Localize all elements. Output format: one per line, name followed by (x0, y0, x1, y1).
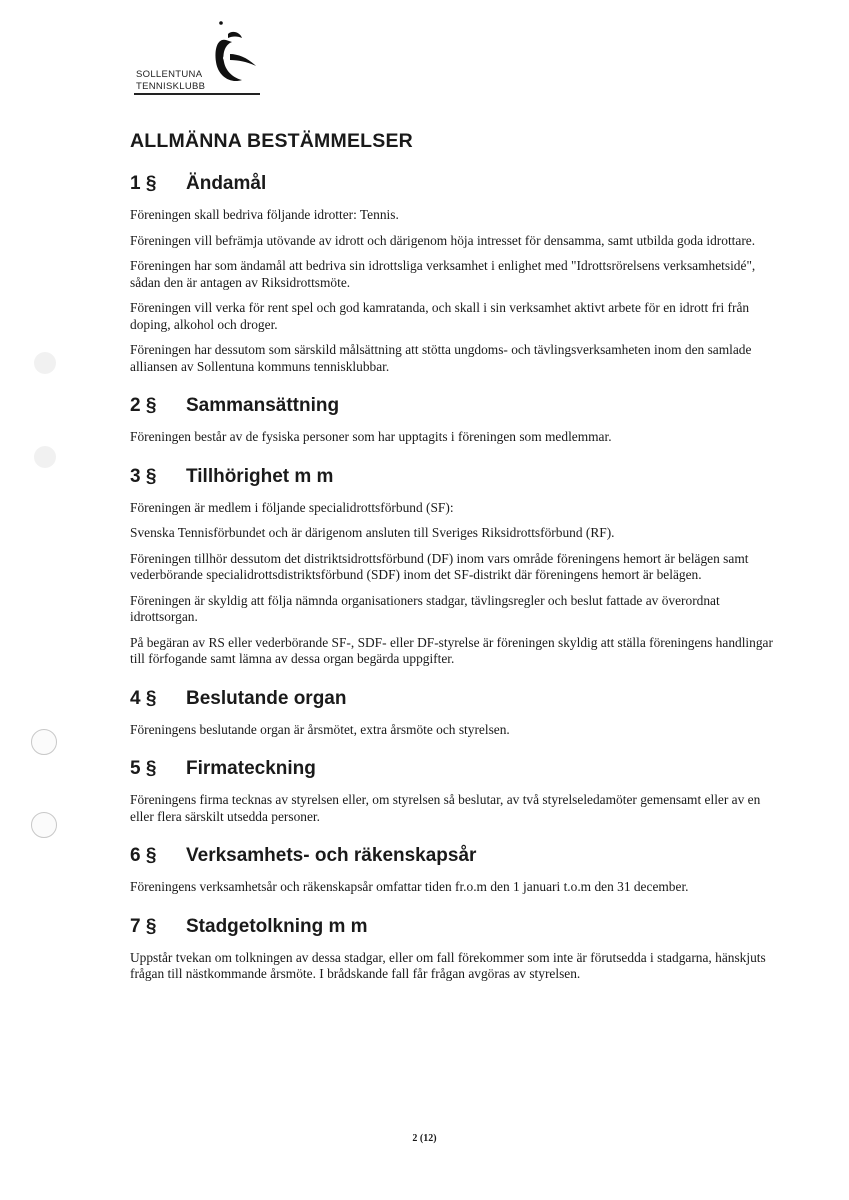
document-body (130, 130, 780, 1003)
section-paragraph: Föreningen har dessutom som särskild målsättning att stötta ungdoms- och tävlingsverksamheten inom den samlade alliansen av Sollentuna kommuns tennisklubbar. (130, 342, 752, 374)
section-number: 3 § (130, 465, 157, 487)
section-paragraph: På begäran av RS eller vederbörande SF-, SDF- eller DF-styrelse är föreningen skyldig att ställa föreningens handlingar till förfogande samt lämna av dessa organ begärda uppgifter. (130, 634, 773, 666)
page-number: 2 (12) (412, 1133, 437, 1144)
section-heading (130, 916, 780, 938)
section-title: Beslutande organ (186, 687, 347, 709)
section-paragraph: Föreningen består av de fysiska personer som har upptagits i föreningen som medlemmar. (130, 429, 612, 444)
section-paragraph: Uppstår tvekan om tolkningen av dessa stadgar, eller om fall förekommer som inte är förutsedda i stadgarna, hänskjuts frågan till nästkommande årsmöte. I brådskande fall får frågan avgöras av styrelsen. (130, 949, 766, 981)
section-number: 5 § (130, 758, 157, 779)
section-heading (130, 466, 780, 488)
section-title: Verksamhets- och räkenskapsår (186, 845, 477, 866)
section-heading (130, 688, 780, 710)
section-heading (130, 395, 780, 417)
punch-hole (31, 812, 57, 838)
section-paragraph: Svenska Tennisförbundet och är därigenom ansluten till Sveriges Riksidrottsförbund (RF). (130, 525, 615, 540)
section (130, 845, 780, 896)
page-title: ALLMÄNNA BESTÄMMELSER (130, 130, 413, 152)
section (130, 916, 780, 983)
section-paragraph: Föreningens firma tecknas av styrelsen eller, om styrelsen så beslutar, av två styrelseledamöter gemensamt eller av en eller flera särskilt utsedda personer. (130, 792, 761, 824)
section-number: 4 § (130, 687, 157, 709)
section-paragraph: Föreningen vill verka för rent spel och god kamratanda, och skall i sin verksamhet aktivt arbete för en idrott fri från doping, alkohol och droger. (130, 300, 750, 332)
section-number: 2 § (130, 395, 157, 416)
logo-text-line2: TENNISKLUBB (136, 81, 206, 92)
section-paragraph: Föreningen tillhör dessutom det distriktsidrottsförbund (DF) inom vars område föreningens hemort är belägen samt vederbörande specialidrottsdistriktsförbund (SDF) inom det SF-distrikt där föreningens hemort är belägen. (130, 550, 749, 582)
section-heading (130, 758, 780, 780)
section-heading (130, 845, 780, 867)
section-title: Tillhörighet m m (186, 465, 334, 487)
section-heading (130, 173, 780, 195)
section-paragraph: Föreningen är medlem i följande specialidrottsförbund (SF): (130, 499, 454, 515)
section-paragraph: Föreningen vill befrämja utövande av idrott och därigenom höja intresset för densamma, samt utbilda goda idrottare. (130, 232, 756, 248)
punch-hole (31, 729, 57, 755)
sections-container (130, 173, 780, 983)
section (130, 466, 780, 668)
section (130, 395, 780, 446)
section-title: Firmateckning (186, 758, 316, 779)
section-number: 1 § (130, 173, 157, 194)
club-logo (130, 18, 270, 98)
section-title: Ändamål (186, 173, 267, 194)
section-paragraph: Föreningen är skyldig att följa nämnda organisationers stadgar, tävlingsregler och beslut fattade av överordnat idrottsorgan. (130, 592, 720, 624)
section-paragraph: Föreningen har som ändamål att bedriva sin idrottsliga verksamhet i enlighet med "Idrottsrörelsens verksamhetsidé", sådan den är antagen av Riksidrottsmöte. (130, 258, 756, 290)
section-paragraph: Föreningen skall bedriva följande idrotter: Tennis. (130, 207, 399, 222)
section-number: 6 § (130, 845, 157, 866)
section (130, 688, 780, 739)
section (130, 173, 780, 375)
section-paragraph: Föreningens beslutande organ är årsmötet, extra årsmöte och styrelsen. (130, 721, 510, 737)
punch-hole (34, 352, 56, 374)
section-number: 7 § (130, 915, 157, 937)
logo-text-line1: SOLLENTUNA (136, 69, 203, 80)
section-title: Stadgetolkning m m (186, 915, 368, 937)
logo-underline (134, 93, 260, 95)
section-paragraph: Föreningens verksamhetsår och räkenskapsår omfattar tiden fr.o.m den 1 januari t.o.m den 31 december. (130, 879, 689, 894)
punch-hole (34, 446, 56, 468)
section (130, 758, 780, 825)
section-title: Sammansättning (186, 395, 340, 416)
